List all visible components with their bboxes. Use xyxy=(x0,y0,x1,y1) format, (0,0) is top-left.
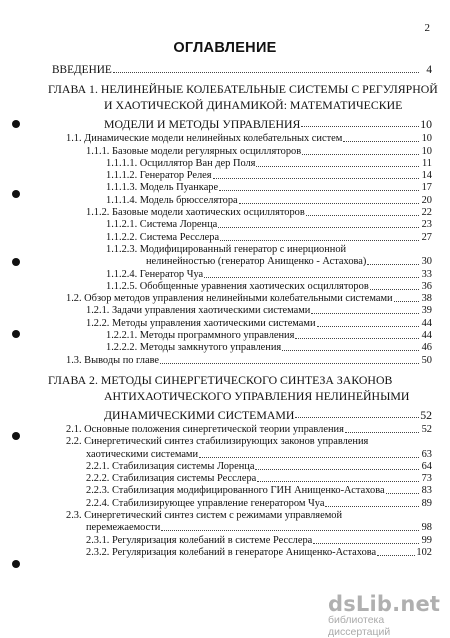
toc-entry xyxy=(52,305,432,317)
toc-entry-page: 39 xyxy=(421,305,432,317)
toc-entry xyxy=(52,405,432,421)
toc-entry xyxy=(52,293,432,305)
toc-entry xyxy=(52,158,432,170)
binding-hole-mark xyxy=(12,560,20,568)
watermark-logo xyxy=(328,592,443,638)
toc-leader-dots xyxy=(325,506,419,507)
chapter-heading-line: И ХАОТИЧЕСКОЙ ДИНАМИКОЙ: МАТЕМАТИЧЕСКИЕ xyxy=(104,98,403,112)
toc-leader-dots xyxy=(345,432,419,433)
toc-entry-page: 33 xyxy=(421,268,432,280)
toc-entry xyxy=(52,485,432,497)
toc-entry-page: 4 xyxy=(426,64,432,76)
toc-entry-title: ВВЕДЕНИЕ xyxy=(52,64,112,76)
toc-entry-title: 1.2.1. Задачи управления хаотическими системами xyxy=(86,305,311,317)
toc-entry-page: 27 xyxy=(421,231,432,243)
toc-leader-dots xyxy=(204,277,419,278)
toc-entry xyxy=(52,114,432,130)
toc-entry xyxy=(52,317,432,329)
toc-leader-dots xyxy=(367,264,419,265)
toc-entry-title: 1.1.2.1. Система Лоренца xyxy=(106,219,218,231)
toc-entry-title: 1.1.1.2. Генератор Релея xyxy=(106,170,212,182)
toc-entry-title: 1.1.2.4. Генератор Чуа xyxy=(106,268,204,280)
toc-entry-title: ДИНАМИЧЕСКИМИ СИСТЕМАМИ xyxy=(104,407,295,422)
toc-entry xyxy=(52,461,432,473)
toc-leader-dots xyxy=(218,227,419,228)
toc-entry-page: 64 xyxy=(421,460,432,472)
toc-leader-dots xyxy=(213,178,419,179)
binding-hole-mark xyxy=(12,120,20,128)
toc-entry-title: 2.2.1. Стабилизация системы Лоренца xyxy=(86,460,255,472)
page-title: ОГЛАВЛЕНИЕ xyxy=(173,40,277,56)
toc-leader-dots xyxy=(257,481,419,482)
toc-entry xyxy=(52,182,432,194)
toc-leader-dots xyxy=(301,126,419,127)
toc-entry-page: 36 xyxy=(421,280,432,292)
toc-entry-title: 2.2.3. Стабилизация модифицированного ГИН Анищенко-Астахова xyxy=(86,485,385,497)
chapter-heading-line: АНТИХАОТИЧЕСКОГО УПРАВЛЕНИЯ НЕЛИНЕЙНЫМИ xyxy=(104,388,410,403)
toc-leader-dots xyxy=(239,203,419,204)
toc-entry-title: МОДЕЛИ И МЕТОДЫ УПРАВЛЕНИЯ xyxy=(104,117,301,131)
toc-entry xyxy=(52,424,432,436)
toc-entry-page: 44 xyxy=(421,317,432,329)
toc-leader-dots xyxy=(219,190,419,191)
toc-leader-dots xyxy=(255,469,419,470)
toc-leader-dots xyxy=(295,338,419,339)
toc-leader-dots xyxy=(317,326,419,327)
toc-leader-dots xyxy=(306,215,419,216)
toc-leader-dots xyxy=(313,543,419,544)
toc-leader-dots xyxy=(295,417,419,418)
toc-entry-title: 1.1.1.1. Осциллятор Ван дер Поля xyxy=(106,157,256,169)
watermark-brand: dsLib.net xyxy=(328,592,441,616)
toc-entry-title: 1.1. Динамические модели нелинейных колебательных систем xyxy=(66,133,343,145)
toc-entry xyxy=(52,547,432,559)
toc-entry-page: 52 xyxy=(420,407,432,422)
toc-leader-dots xyxy=(302,154,419,155)
toc-entry-title: 1.1.2. Базовые модели хаотических осцилляторов xyxy=(86,207,305,219)
toc-entry-title: 2.2.4. Стабилизирующее управление генератором Чуа xyxy=(86,497,325,509)
toc-entry-page: 99 xyxy=(421,534,432,546)
binding-hole-mark xyxy=(12,432,20,440)
toc-entry-page: 83 xyxy=(421,485,432,497)
toc-entry xyxy=(52,342,432,354)
toc-entry xyxy=(52,62,432,76)
toc-leader-dots xyxy=(343,141,419,142)
toc-entry xyxy=(52,133,432,145)
toc-entry-page: 63 xyxy=(421,448,432,460)
toc-entry xyxy=(52,268,432,280)
toc-entry xyxy=(52,497,432,509)
binding-hole-mark xyxy=(12,330,20,338)
toc-entry-title: 1.1.1.3. Модель Пуанкаре xyxy=(106,182,219,194)
page-number: 2 xyxy=(424,22,430,34)
toc-entry-title: 1.2.2.1. Методы программного управления xyxy=(106,330,295,342)
toc-leader-dots xyxy=(199,457,419,458)
toc-entry-page: 38 xyxy=(421,293,432,305)
toc-entry xyxy=(52,231,432,243)
toc-entry xyxy=(52,354,432,366)
toc-entry-page: 89 xyxy=(421,497,432,509)
toc-leader-dots xyxy=(256,166,419,167)
toc-entry xyxy=(52,194,432,206)
watermark-subtitle: библиотека диссертаций xyxy=(328,614,391,638)
toc-entry xyxy=(52,207,432,219)
toc-entry-title: 1.2. Обзор методов управления нелинейными колебательными системами xyxy=(66,293,393,305)
toc-leader-dots xyxy=(282,350,419,351)
toc-entry xyxy=(52,256,432,268)
toc-entry-page: 46 xyxy=(421,342,432,354)
toc-entry-page: 10 xyxy=(421,145,432,157)
toc-leader-dots xyxy=(370,289,419,290)
toc-entry-page: 17 xyxy=(421,182,432,194)
toc-leader-dots xyxy=(160,363,419,364)
toc-entry-page: 44 xyxy=(421,330,432,342)
toc-entry-page: 10 xyxy=(420,117,432,131)
chapter-heading-line: ГЛАВА 1. НЕЛИНЕЙНЫЕ КОЛЕБАТЕЛЬНЫЕ СИСТЕМЫ С РЕГУЛЯРНОЙ xyxy=(48,82,438,96)
toc-entry-page: 102 xyxy=(416,546,432,558)
toc-entry-title: 1.1.1. Базовые модели регулярных осцилляторов xyxy=(86,145,302,157)
toc-entry-title: перемежаемости xyxy=(86,522,161,534)
toc-leader-dots xyxy=(377,555,415,556)
toc-entry-page: 14 xyxy=(421,170,432,182)
toc-leader-dots xyxy=(161,530,419,531)
toc-entry-title: 1.1.2.2. Система Ресслера xyxy=(106,231,220,243)
toc-entry-page: 11 xyxy=(421,157,432,169)
toc-entry xyxy=(52,219,432,231)
toc-entry-page: 52 xyxy=(421,423,432,435)
toc-entry-title: 1.1.2.5. Обобщенные уравнения хаотических осцилляторов xyxy=(106,280,369,292)
toc-entry-wrap-line: 1.1.2.3. Модифицированный генератор с инерционной xyxy=(106,243,347,255)
toc-entry-title: 1.2.2. Методы управления хаотическими системами xyxy=(86,317,316,329)
toc-entry xyxy=(52,473,432,485)
toc-leader-dots xyxy=(220,240,419,241)
toc-entry-page: 73 xyxy=(421,473,432,485)
toc-entry xyxy=(52,534,432,546)
toc-entry xyxy=(52,448,432,460)
toc-entry-title: 1.1.1.4. Модель брюсселятора xyxy=(106,194,238,206)
toc-entry-page: 50 xyxy=(421,354,432,366)
toc-entry xyxy=(52,522,432,534)
toc-entry-page: 23 xyxy=(421,219,432,231)
toc-entry xyxy=(52,170,432,182)
toc-entry-title: нелинейностью (генератор Анищенко - Астахова) xyxy=(146,256,367,268)
toc-leader-dots xyxy=(311,313,419,314)
toc-leader-dots xyxy=(386,493,419,494)
table-of-contents xyxy=(48,62,438,559)
toc-entry-wrap-line: 2.2. Синергетический синтез стабилизирующих законов управления xyxy=(66,436,369,448)
toc-leader-dots xyxy=(394,301,419,302)
toc-entry-title: 2.1. Основные положения синергетической теории управления xyxy=(66,423,344,435)
toc-entry-title: 1.2.2.2. Методы замкнутого управления xyxy=(106,342,282,354)
toc-entry-title: 1.3. Выводы по главе xyxy=(66,354,160,366)
toc-entry-page: 10 xyxy=(421,133,432,145)
binding-hole-mark xyxy=(12,190,20,198)
toc-entry-title: 2.3.2. Регуляризация колебаний в генераторе Анищенко-Астахова xyxy=(86,546,377,558)
toc-entry-title: 2.3.1. Регуляризация колебаний в системе Ресслера xyxy=(86,534,313,546)
binding-hole-mark xyxy=(12,258,20,266)
toc-entry-page: 20 xyxy=(421,194,432,206)
toc-entry-title: 2.2.2. Стабилизация системы Ресслера xyxy=(86,473,257,485)
toc-leader-dots xyxy=(113,72,419,73)
toc-entry xyxy=(52,145,432,157)
toc-entry-wrap-line: 2.3. Синергетический синтез систем с режимами управляемой xyxy=(66,510,343,522)
toc-entry-title: хаотическими системами xyxy=(86,448,199,460)
toc-entry xyxy=(52,281,432,293)
toc-entry xyxy=(52,330,432,342)
chapter-heading-line: ГЛАВА 2. МЕТОДЫ СИНЕРГЕТИЧЕСКОГО СИНТЕЗА ЗАКОНОВ xyxy=(48,372,393,387)
toc-entry-page: 22 xyxy=(421,207,432,219)
toc-entry-page: 98 xyxy=(421,522,432,534)
toc-entry-page: 30 xyxy=(421,256,432,268)
